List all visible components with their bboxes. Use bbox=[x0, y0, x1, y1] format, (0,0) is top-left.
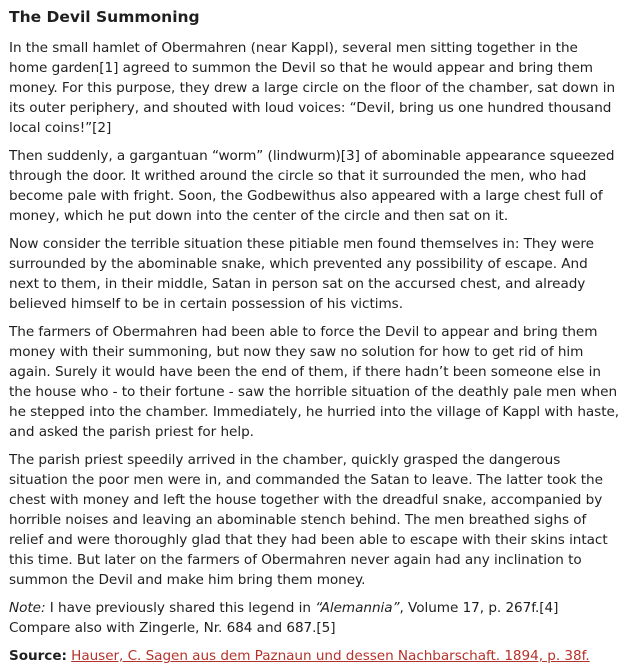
note-label: Note: bbox=[9, 600, 46, 616]
note-publication-title: “Alemannia” bbox=[315, 600, 400, 616]
source-label: Source: bbox=[9, 648, 67, 664]
paragraph-5: The parish priest speedily arrived in the chamber, quickly grasped the dangerous situation the poor men were in, and commanded the Satan to leave. The latter took the chest with money and left the house together with the dreadful snake, accompanied by horrible noises and leaving an abominable stench behind. The men breathed sighs of relief and were thoroughly glad that they had been able to escape with their skins intact this time. But later on the farmers of Obermahren never again had any inclination to summon the Devil and make him bring them money. bbox=[9, 452, 608, 588]
paragraph-4: The farmers of Obermahren had been able to force the Devil to appear and bring them money with their summoning, but now they saw no solution for how to get rid of him again. Surely it would have been the end of them, if there hadn’t been someone else in the house who - to their fortune - saw the horrible situation of the deathly pale men when he stepped into the chamber. Immediately, he hurried into the village of Kappl with haste, and asked the parish priest for help. bbox=[9, 324, 620, 440]
note-text-before: I have previously shared this legend in bbox=[45, 600, 316, 616]
source-link[interactable]: Hauser, C. Sagen aus dem Paznaun und dessen Nachbarschaft. 1894, p. 38f. bbox=[71, 648, 590, 664]
paragraph-2: Then suddenly, a gargantuan “worm” (lindwurm)[3] of abominable appearance squeezed through the door. It writhed around the circle so that it surrounded the men, who had become pale with fright. Soon, the Godbewithus also appeared with a large chest full of money, which he put down into the center of the circle and then sat on it. bbox=[9, 148, 615, 224]
page-title: The Devil Summoning bbox=[9, 8, 200, 26]
source-paragraph bbox=[9, 646, 620, 666]
note-paragraph bbox=[9, 598, 620, 638]
paragraph-1: In the small hamlet of Obermahren (near Kappl), several men sitting together in the home garden[1] agreed to summon the Devil so that he would appear and bring them money. For this purpose, they drew a large circle on the floor of the chamber, sat down in its outer periphery, and shouted with loud voices: “Devil, bring us one hundred thousand local coins!”[2] bbox=[9, 40, 616, 136]
paragraph-3: Now consider the terrible situation these pitiable men found themselves in: They were surrounded by the abominable snake, which prevented any possibility of escape. And next to them, in their middle, Satan in person sat on the accursed chest, and already believed himself to be in certain possession of his victims. bbox=[9, 236, 594, 312]
note-text-after: , Volume 17, p. 267f.[4] Compare also with Zingerle, Nr. 684 and 687.[5] bbox=[9, 600, 559, 636]
